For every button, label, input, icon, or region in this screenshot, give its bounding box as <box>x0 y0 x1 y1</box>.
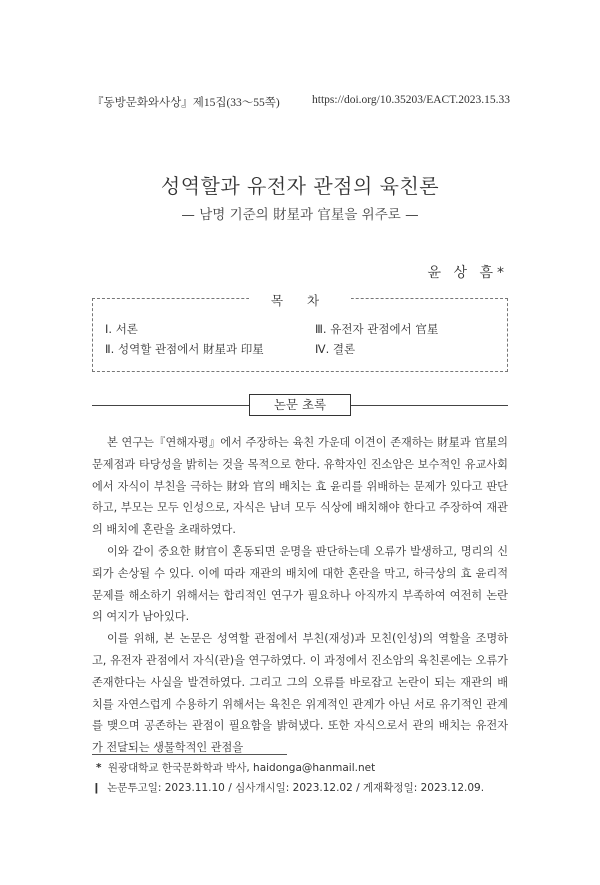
doi-link[interactable]: https://doi.org/10.35203/EACT.2023.15.33 <box>312 94 510 106</box>
author-name: 윤 상 흠* <box>427 265 508 281</box>
footnote-divider <box>92 754 287 755</box>
paper-subtitle: — 남명 기준의 財星과 官星을 위주로 — <box>181 207 419 223</box>
running-header <box>92 94 510 110</box>
toc-item-2[interactable]: Ⅱ. 성역할 관점에서 財星과 印星 <box>105 342 264 356</box>
toc-item-4[interactable]: Ⅳ. 결론 <box>315 342 356 356</box>
abstract-paragraph: 이를 위해, 본 논문은 성역할 관점에서 부친(재성)과 모친(인성)의 역할을 조명하고, 유전자 관점에서 자식(관)을 연구하였다. 이 과정에서 진소암의 육친론에는 오류가 존재한다는 사실을 발견하였다. 그리고 그의 오류를 바로잡고 논란이 되는 재관의 배치를 자연스럽게 수용하기 위해서는 육친은 위계적인 관계가 아닌 서로 유기적인 관계를 맺으며 공존하는 관점이 필요함을 밝혀냈다. 또한 자식으로서 관의 배치는 유전자가 전달되는 생물학적인 관점을 <box>92 632 508 755</box>
footnote-affiliation <box>96 760 375 775</box>
asterisk-mark: * <box>96 762 102 774</box>
toc-heading: 목 차 <box>249 293 351 308</box>
abstract-heading: 논문 초록 <box>249 394 351 416</box>
paper-title: 성역할과 유전자 관점의 육친론 <box>160 174 440 198</box>
dates-text: 논문투고일: 2023.11.10 / 심사개시일: 2023.12.02 / 게재확정일: 2023.12.09. <box>107 782 485 794</box>
affiliation-text: 원광대학교 한국문화학과 박사, haidonga@hanmail.net <box>107 762 376 774</box>
journal-info: 『동방문화와사상』제15집(33～55쪽) <box>92 97 280 109</box>
abstract-paragraph: 본 연구는『연해자평』에서 주장하는 육친 가운데 이견이 존재하는 財星과 官星의 문제점과 타당성을 밝히는 것을 목적으로 한다. 유학자인 진소암은 보수적인 유교사회에서 자식이 부친을 극하는 財와 官의 배치는 효 윤리를 위배하는 문제가 있다고 판단하고, 부모는 모두 인성으로, 자식은 남녀 모두 식상에 배치해야 한다고 주장하여 재관의 배치에 혼란을 초래하였다. <box>92 436 508 537</box>
abstract-paragraph: 이와 같이 중요한 財官이 혼동되면 운명을 판단하는데 오류가 발생하고, 명리의 신뢰가 손상될 수 있다. 이에 따라 재관의 배치에 대한 혼란을 막고, 하극상의 효 윤리적 문제를 해소하기 위해서는 합리적인 연구가 필요하나 아직까지 부족하여 여전히 논란의 여지가 남아있다. <box>92 544 508 624</box>
toc-item-1[interactable]: Ⅰ. 서론 <box>105 322 138 336</box>
footnote-dates <box>92 780 484 795</box>
bar-mark: ❙ <box>92 782 101 794</box>
toc-item-3[interactable]: Ⅲ. 유전자 관점에서 官星 <box>315 322 439 336</box>
table-of-contents <box>92 293 508 372</box>
abstract-body <box>92 432 508 759</box>
